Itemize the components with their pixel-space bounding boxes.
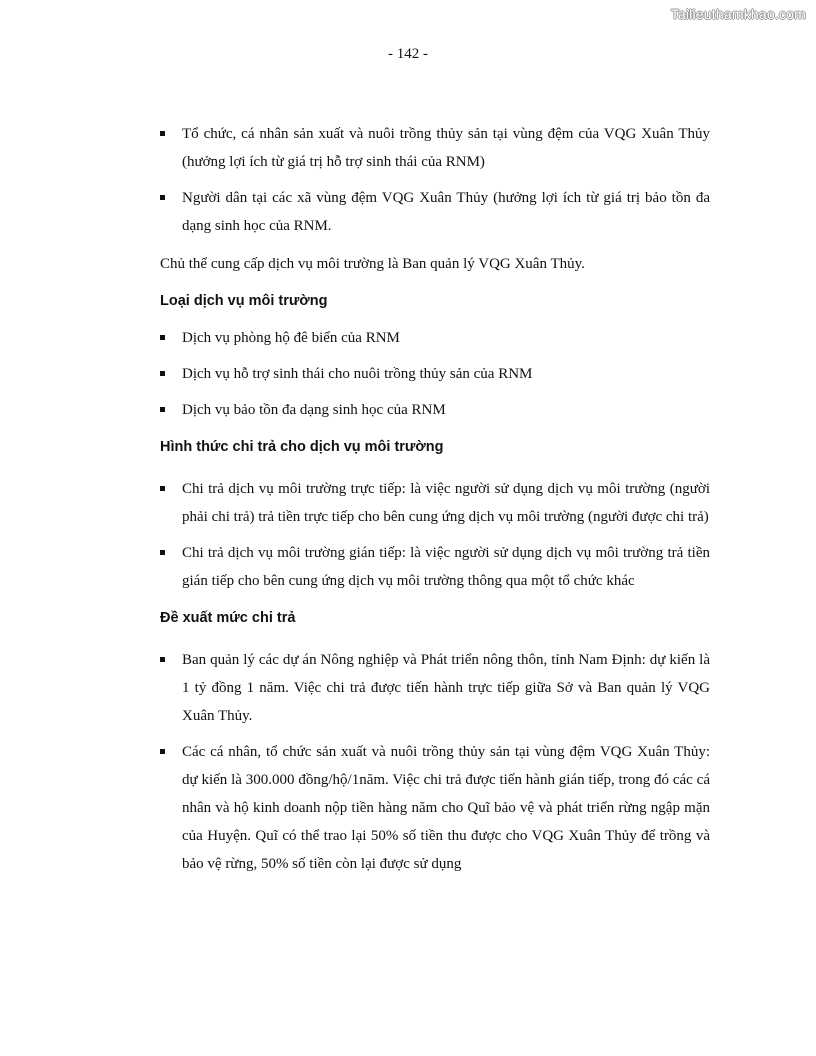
list-item: [160, 324, 710, 352]
provider-paragraph: Chủ thể cung cấp dịch vụ môi trường là Ban quản lý VQG Xuân Thủy.: [160, 256, 585, 272]
square-bullet-icon: [160, 371, 165, 376]
square-bullet-icon: [160, 657, 165, 662]
section-heading-payment-proposal: Đề xuất mức chi trả: [160, 610, 296, 626]
list-item-text: Dịch vụ phòng hộ đê biển của RNM: [182, 330, 400, 346]
list-item: [160, 738, 710, 878]
list-item: [160, 396, 710, 424]
payment-proposal-list: [160, 646, 710, 878]
list-item-text: Ban quản lý các dự án Nông nghiệp và Phát triển nông thôn, tỉnh Nam Định: dự kiến là 1 tỷ đồng 1 năm. Việc chi trả được tiến hành trực tiếp giữa Sở và Ban quản lý VQG Xuân Thủy.: [182, 652, 710, 724]
square-bullet-icon: [160, 749, 165, 754]
page-number: - 142 -: [388, 46, 428, 62]
square-bullet-icon: [160, 407, 165, 412]
beneficiary-list: [160, 120, 710, 240]
list-item-text: Tổ chức, cá nhân sản xuất và nuôi trồng thủy sản tại vùng đệm của VQG Xuân Thủy (hưởng lợi ích từ giá trị hỗ trợ sinh thái của RNM): [182, 126, 710, 170]
payment-form-list: [160, 475, 710, 595]
square-bullet-icon: [160, 131, 165, 136]
watermark: Tailieuthamkhao.com: [670, 6, 806, 22]
list-item: [160, 475, 710, 531]
square-bullet-icon: [160, 335, 165, 340]
list-item-text: Người dân tại các xã vùng đệm VQG Xuân Thủy (hưởng lợi ích từ giá trị bảo tồn đa dạng sinh học của RNM.: [182, 190, 710, 234]
list-item-text: Dịch vụ bảo tồn đa dạng sinh học của RNM: [182, 402, 446, 418]
service-type-list: [160, 324, 710, 424]
list-item: [160, 360, 710, 388]
section-heading-service-types: Loại dịch vụ môi trường: [160, 293, 328, 309]
list-item-text: Chi trả dịch vụ môi trường gián tiếp: là việc người sử dụng dịch vụ môi trường trả tiền gián tiếp cho bên cung ứng dịch vụ môi trường thông qua một tổ chức khác: [182, 545, 710, 589]
list-item-text: Các cá nhân, tổ chức sản xuất và nuôi trồng thủy sản tại vùng đệm VQG Xuân Thủy: dự kiến là 300.000 đồng/hộ/1năm. Việc chi trả được tiến hành gián tiếp, trong đó các cá nhân và hộ kinh doanh nộp tiền hàng năm cho Quĩ bảo vệ và phát triển rừng ngập mặn của Huyện. Quĩ có thể trao lại 50% số tiền thu được cho VQG Xuân Thủy để trồng và bảo vệ rừng, 50% số tiền còn lại được sử dụng: [182, 744, 710, 872]
page-content: [160, 120, 710, 878]
list-item: [160, 646, 710, 730]
section-heading-payment-forms: Hình thức chi trả cho dịch vụ môi trường: [160, 439, 444, 455]
square-bullet-icon: [160, 486, 165, 491]
list-item-text: Dịch vụ hỗ trợ sinh thái cho nuôi trồng thủy sản của RNM: [182, 366, 533, 382]
square-bullet-icon: [160, 195, 165, 200]
square-bullet-icon: [160, 550, 165, 555]
list-item: [160, 120, 710, 176]
list-item: [160, 539, 710, 595]
list-item-text: Chi trả dịch vụ môi trường trực tiếp: là việc người sử dụng dịch vụ môi trường (người phải chi trả) trả tiền trực tiếp cho bên cung ứng dịch vụ môi trường (người được chi trả): [182, 481, 710, 525]
list-item: [160, 184, 710, 240]
